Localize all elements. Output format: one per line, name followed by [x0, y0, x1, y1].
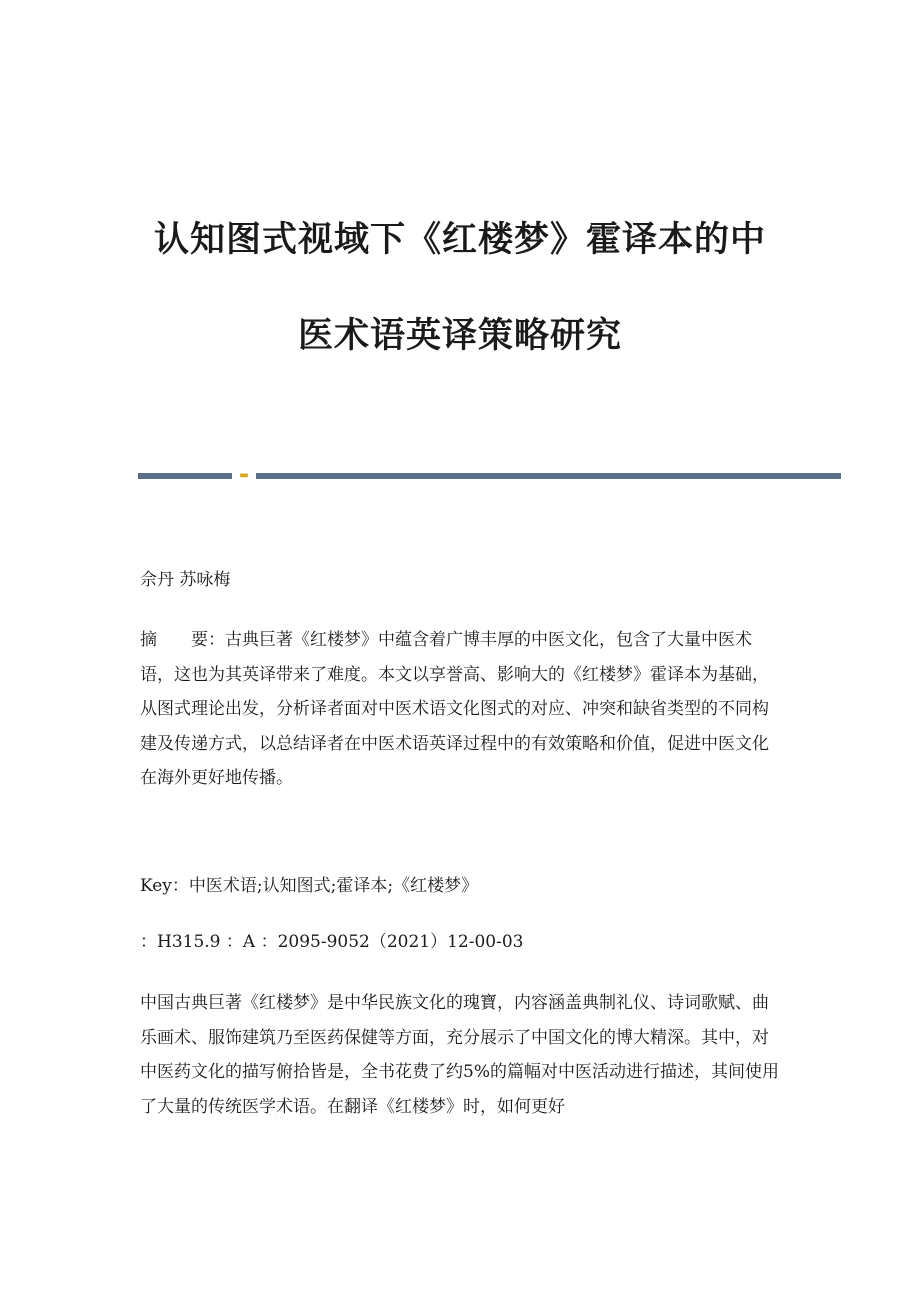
abstract [140, 623, 780, 796]
divider-bar-left [138, 473, 232, 479]
title-divider [138, 470, 841, 482]
body-paragraph: 中国古典巨著《红楼梦》是中华民族文化的瑰寶，内容涵盖典制礼仪、诗词歌赋、曲乐画术、服饰建筑乃至医药保健等方面，充分展示了中国文化的博大精深。其中，对中医药文化的描写俯拾皆是，全书花费了约5%的篇幅对中医活动进行描述，其间使用了大量的传统医学术语。在翻译《红楼梦》时，如何更好 [140, 993, 779, 1117]
authors: 佘丹 苏咏梅 [140, 570, 231, 590]
paper-title-line-2: 医术语英译策略研究 [297, 315, 622, 356]
abstract-label-second: 要： [191, 630, 225, 650]
classification-codes: ：H315.9 ：A ：2095-9052（2021）12-00-03 [140, 932, 524, 952]
ornament-icon: ▬ [239, 470, 249, 481]
keywords-label: Key： [140, 876, 189, 896]
keywords-text: 中医术语;认知图式;霍译本;《红楼梦》 [188, 876, 479, 896]
abstract-label-first: 摘 [140, 630, 157, 650]
paper-title-line-1: 认知图式视域下《红楼梦》霍译本的中 [153, 219, 766, 260]
keywords [140, 876, 780, 896]
divider-bar-right [256, 473, 841, 479]
abstract-text: 古典巨著《红楼梦》中蕴含着广博丰厚的中医文化，包含了大量中医术语，这也为其英译带来了难度。本文以享誉高、影响大的《红楼梦》霍译本为基础，从图式理论出发，分析译者面对中医术语文化图式的对应、冲突和缺省类型的不同构建及传递方式，以总结译者在中医术语英译过程中的有效策略和价值，促进中医文化在海外更好地传播。 [140, 630, 769, 788]
